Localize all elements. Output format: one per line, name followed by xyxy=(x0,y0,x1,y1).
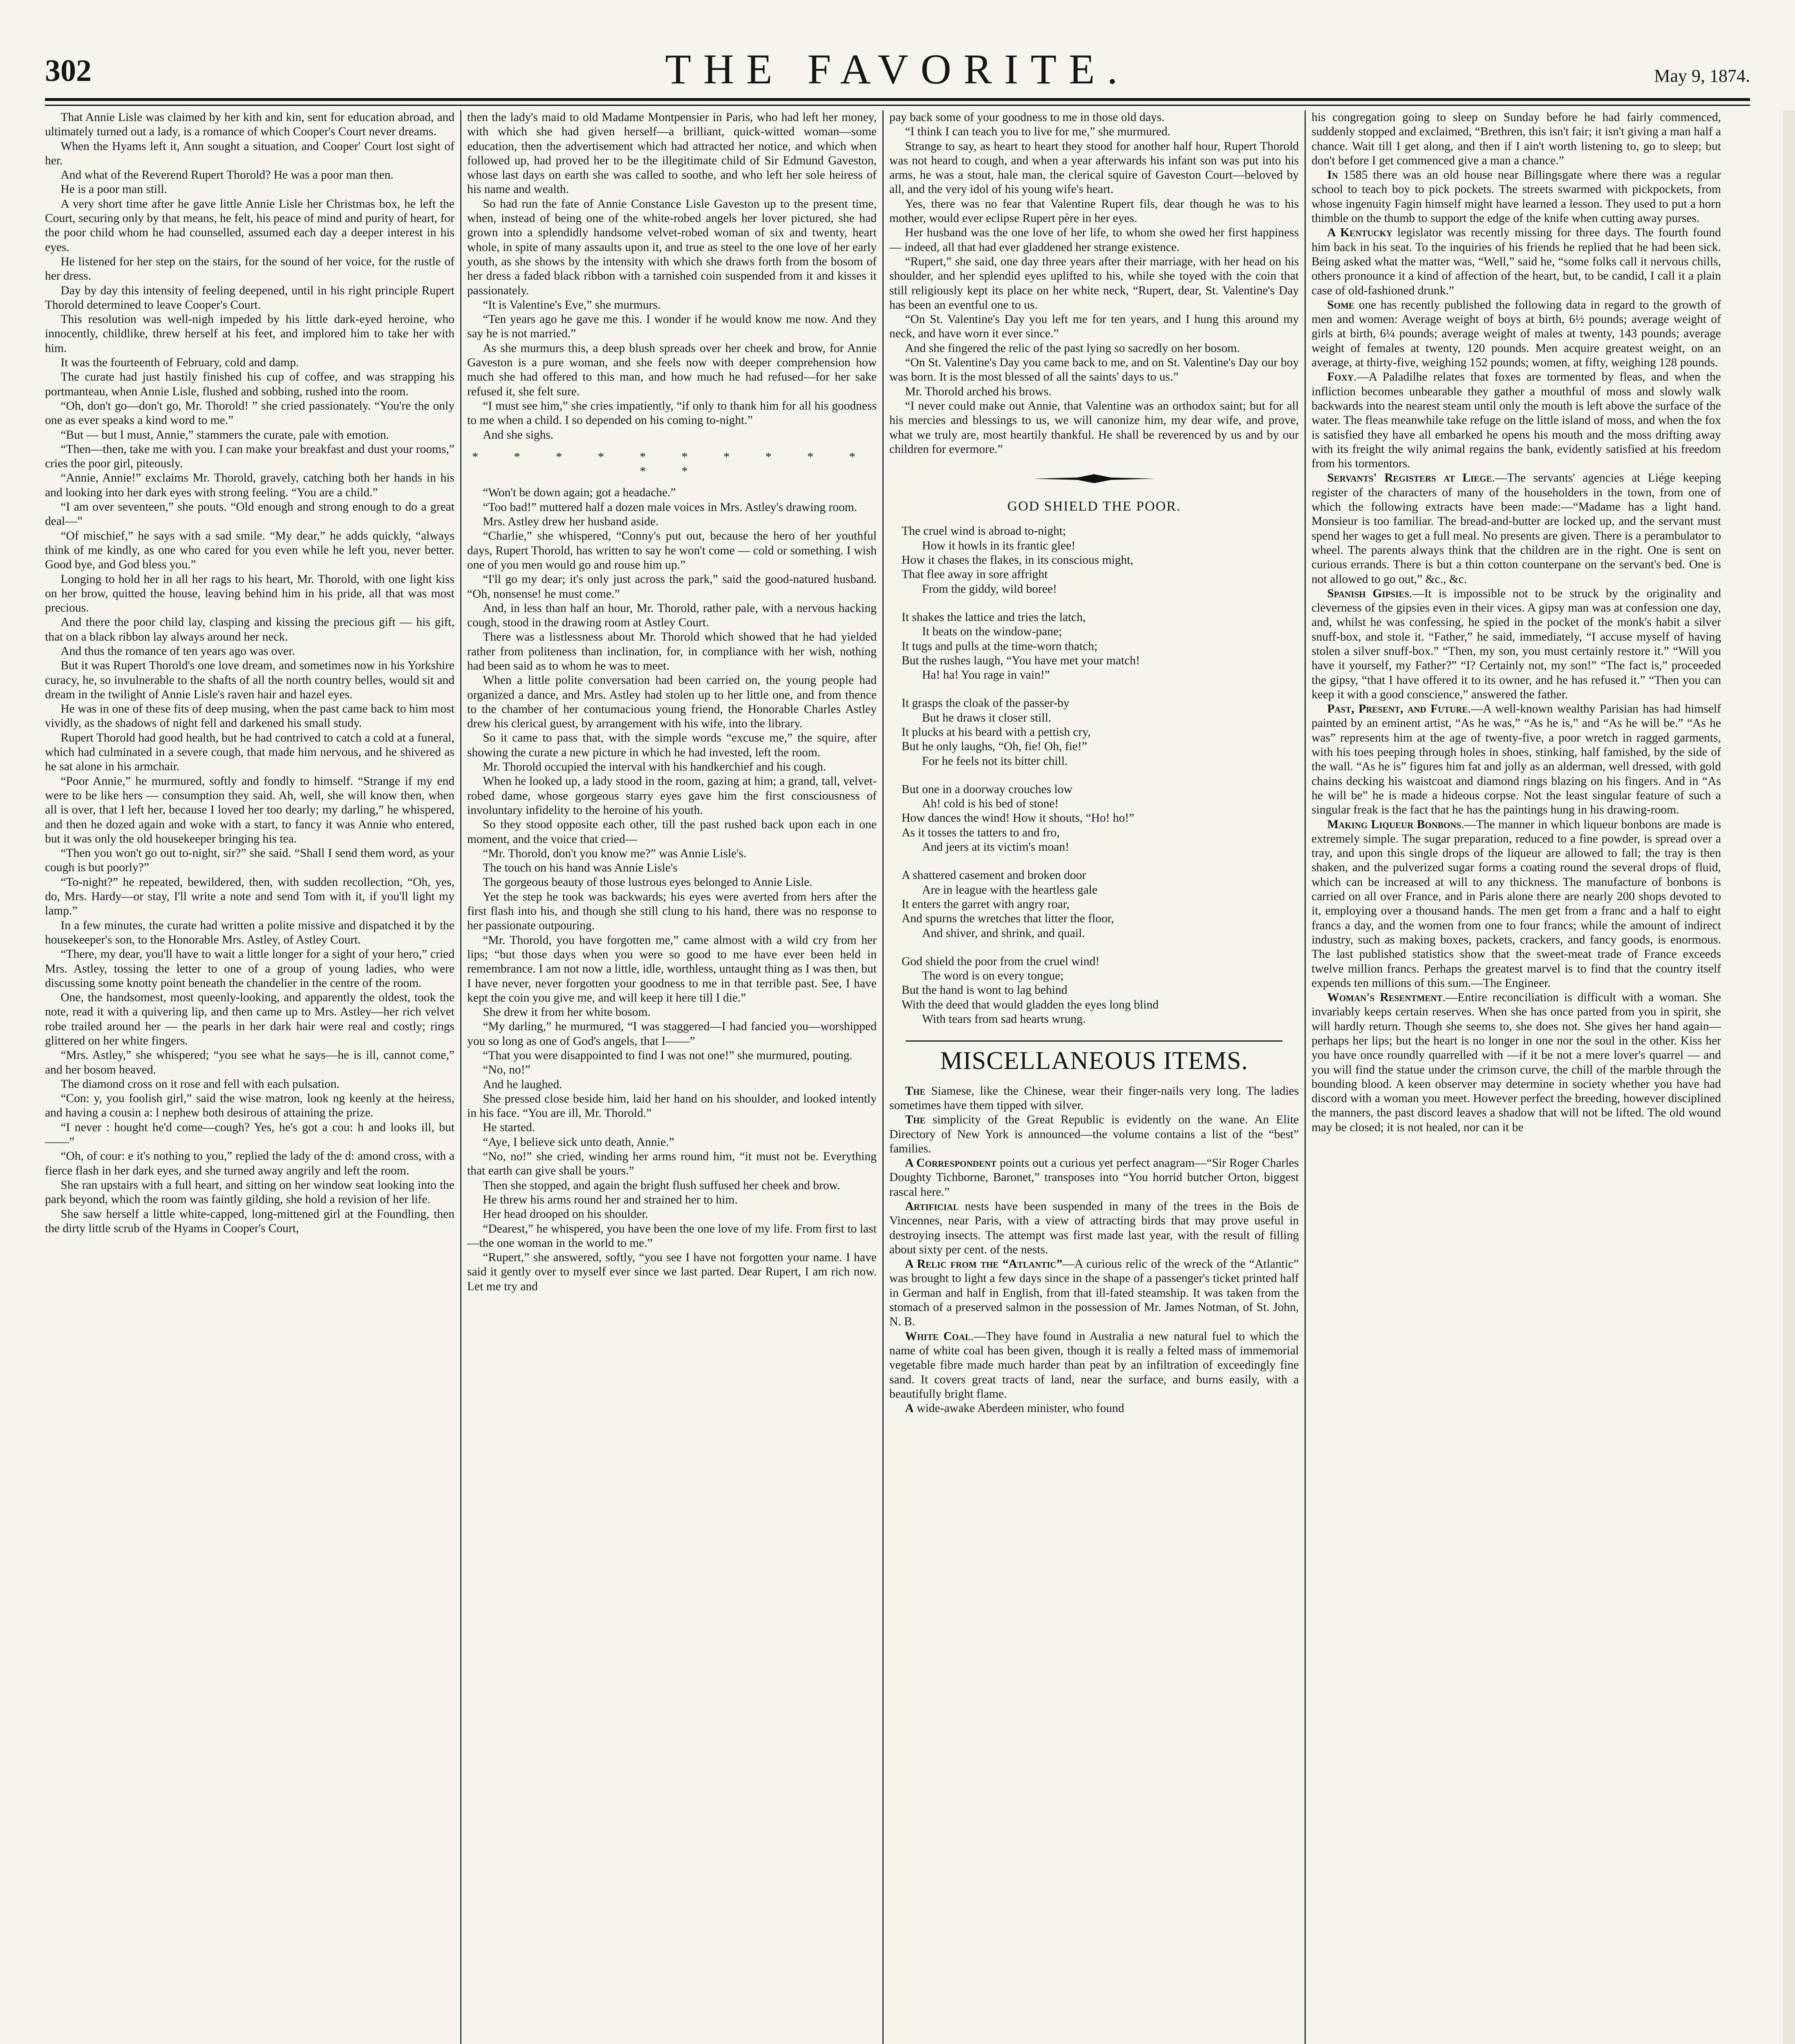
item-body: —A curious relic of the wreck of the “Atlantic” was brought to light a few days since in the shape of a passenger's ticket printed half in German and half in English, from that ill-fated steamship. It was taken from the stomach of a preserved salmon in the possession of Mr. James Notman, of St. John, N. B. xyxy=(889,1257,1299,1329)
story-continuation xyxy=(467,110,877,442)
paragraph: “I never : hought he'd come—cough? Yes, he's got a cou: h and looks ill, but——” xyxy=(45,1121,454,1149)
paragraph: “Of mischief,” he says with a sad smile. “My dear,” he adds quickly, “always think of me kindly, as one who cared for you even while he left you, never better. Good bye, and God bless you.” xyxy=(45,529,454,572)
paragraph: The curate had just hastily finished his cup of coffee, and was strapping his portmanteau, when Annie Lisle, flushed and sobbing, rushed into the room. xyxy=(45,370,454,398)
misc-item xyxy=(889,1257,1299,1329)
paragraph: Strange to say, as heart to heart they stood for another half hour, Rupert Thorold was not heard to cough, and when a year afterwards his infant son was put into his arms, he was a stout, hale man, the clerical squire of Gaveston Court—beloved by all, and the very idol of his young wife's heart. xyxy=(889,139,1299,196)
misc-item xyxy=(1312,991,1721,1135)
paragraph: She saw herself a little white-capped, long-mittened girl at the Foundling, then the dirty little scrub of the Hyams in Cooper's Court, xyxy=(45,1207,454,1235)
poem-line: It tugs and pulls at the time-worn thatch; xyxy=(902,639,1098,653)
item-lead: Foxy xyxy=(1327,370,1354,384)
item-body: .—The manner in which liqueur bonbons are made is extremely simple. The sugar preparation, reduced to a fine powder, is spread over a tray, and upon this single drops of the liqueur are allowed to fall; the tray is then shaken, and the pulverized sugar forms a coating round the several drops of fluid, which can be increased at will to any thickness. The manufacture of bonbons is carried on all over France, and in Paris alone there are nearly 200 shops devoted to it, employing over a thousand hands. The men get from a franc and a half to eight francs a day, and the women from one to four francs; while the amount of indirect industry, such as making boxes, packets, crackers, and fancy goods, is enormous. The last published statistics show that the sweet-meat trade of France exceeds twelve million francs. Perhaps the greatest marvel is to find that the country itself expends ten millions of this sum.—The Engineer. xyxy=(1312,818,1721,990)
story-ending xyxy=(889,110,1299,457)
poem-line: Ha! ha! You rage in vain!” xyxy=(922,668,1050,682)
paragraph: “On St. Valentine's Day you came back to me, and on St. Valentine's Day our boy was born. It is the most blessed of all the saints' days to us.” xyxy=(889,356,1299,384)
misc-item xyxy=(889,1401,1299,1416)
item-lead: In xyxy=(1327,168,1338,182)
item-body: .—Entire reconciliation is difficult with a woman. She invariably keeps certain reserves. When she has once parted from you in spirit, she will hardly return. Though she seems to, she does not. She gives her hand again—perhaps her lips; but the heart is no longer in one nor the soul in the other. Kiss her you have once roundly quarrelled with —if it be not a mere lover's quarrel — and you will find the statue under the crimson curve, the chill of the marble through the bounding blood. A keen observer may determine in society whether you have had discord with a woman you meet. However perfect the breeding, however disciplined the manners, the past discord leaves a shadow that will not be lifted. The old wound may be closed; it is not healed, nor can it be xyxy=(1312,991,1721,1134)
paragraph: The diamond cross on it rose and fell with each pulsation. xyxy=(60,1077,340,1091)
paragraph: “But — but I must, Annie,” stammers the curate, pale with emotion. xyxy=(60,428,389,442)
item-body: Siamese, like the Chinese, wear their finger-nails very long. The ladies sometimes have them tipped with silver. xyxy=(889,1084,1299,1112)
item-body: simplicity of the Great Republic is evidently on the wane. An Elite Directory of New York is announced—the volume contains a list of the “best” families. xyxy=(889,1113,1299,1155)
paragraph: As she murmurs this, a deep blush spreads over her cheek and brow, for Annie Gaveston is a pure woman, and she feels now with deeper comprehension how much she had offered to this man, and how much he had refused—for her sake refused it, she felt sure. xyxy=(467,341,877,398)
paragraph: “It is Valentine's Eve,” she murmurs. xyxy=(483,298,661,312)
paragraph: When a little polite conversation had been carried on, the young people had organized a dance, and Mrs. Astley had stolen up to her little one, and from thence to the chamber of her contumacious young friend, the Honorable Charles Astley drew his clerical guest, by arrangement with his wife, into the library. xyxy=(467,674,877,731)
paragraph: “Poor Annie,” he murmured, softly and fondly to himself. “Strange if my end were to be like hers — consumption they said. Ah, well, she will know then, when all is over, that I left her, because I loved her too dearly; my darling,” he whispered, and then he dozed again and woke with a start, to fancy it was Annie who entered, but it was only the old housekeeper bringing his tea. xyxy=(45,774,454,845)
poem-line: But he only laughs, “Oh, fie! Oh, fie!” xyxy=(902,740,1087,753)
poem-line: And shiver, and shrink, and quail. xyxy=(922,926,1085,940)
poem-line: How it howls in its frantic glee! xyxy=(922,539,1076,552)
poem-line: How it chases the flakes, in its conscious might, xyxy=(902,554,1133,567)
misc-item xyxy=(1312,298,1721,370)
ornament-divider-icon xyxy=(1033,473,1155,484)
paragraph: That Annie Lisle was claimed by her kith and kin, sent for education abroad, and ultimately turned out a lady, is a romance of which Cooper's Court never dreams. xyxy=(45,111,454,139)
poem-line: But the rushes laugh, “You have met your match! xyxy=(902,654,1140,667)
poem-line: How dances the wind! How it shouts, “Ho! ho!” xyxy=(902,811,1135,825)
paragraph: There was a listlessness about Mr. Thorold which showed that he had yielded rather from politeness than inclination, for, in compliance with her wish, nothing had been said as to whom he was to meet. xyxy=(467,630,877,672)
poem-line: And spurns the wretches that litter the floor, xyxy=(902,912,1114,926)
page-header xyxy=(45,45,1750,98)
poem-line: And jeers at its victim's moan! xyxy=(922,840,1070,854)
item-body: .—A well-known wealthy Parisian has had himself painted by an eminent artist, “As he was,” “As he is,” and “As he will be.” “As he was” represents him at the age of twenty-five, a poor wretch in ragged garments, with his toes peeping through holes in shoes, stinking, half famished, by the side of the wall. “As he is” figures him fat and jolly as an alderman, well dressed, with gold chains decking his waistcoat and diamond rings blazing on his fingers. And in “As he will be” he is made a hideous corpse. Not the least singular feature of such a singular freak is the fact that he has the paintings hung in his drawing-room. xyxy=(1312,702,1721,817)
poem-line: That flee away in sore affright xyxy=(902,568,1048,581)
poem-line: With tears from sad hearts wrung. xyxy=(922,1013,1086,1026)
paragraph: And, in less than half an hour, Mr. Thorold, rather pale, with a nervous hacking cough, stood in the drawing room at Astley Court. xyxy=(467,601,877,630)
poem-line: It shakes the lattice and tries the latch, xyxy=(902,610,1086,624)
column-divider xyxy=(1305,110,1306,2044)
paragraph: “No, no!” xyxy=(483,1063,530,1077)
paragraph: “Con: y, you foolish girl,” said the wise matron, look ng keenly at the heiress, and having a cousin a: l nephew both desirous of attaining the prize. xyxy=(45,1092,454,1120)
page-number: 302 xyxy=(45,54,92,88)
item-lead: Past, Present, and Future xyxy=(1327,702,1468,716)
paragraph: “No, no!” she cried, winding her arms round him, “it must not be. Everything that earth can give shall be yours.” xyxy=(467,1150,877,1178)
header-rule-thick xyxy=(45,98,1750,101)
misc-item xyxy=(889,1199,1299,1257)
paragraph: “Mrs. Astley,” she whispered; “you see what he says—he is ill, cannot come,” and her bosom heaved. xyxy=(45,1049,454,1076)
paragraph: So had run the fate of Annie Constance Lisle Gaveston up to the present time, when, instead of being one of the white-robed angels her lover pictured, she had grown into a splendidly handsome velvet-robed woman of six and twenty, heart whole, in spite of many assaults upon it, and true as steel to the one love of her early youth, as she shows by the intensity with which she draws forth from the bosom of her dress a faded black ribbon with a tarnished coin suspended from it and kisses it passionately. xyxy=(467,197,877,297)
paragraph: So they stood opposite each other, till the past rushed back upon each in one moment, and the voice that cried— xyxy=(467,818,877,846)
item-body: 1585 there was an old house near Billingsgate where there was a regular school to teach boy to pick pockets. The streets swarmed with pickpockets, from whose ingenuity Fagin himself might have learned a lesson. They used to put a horn thimble on the thumb to support the edge of the knife when cutting away purses. xyxy=(1312,168,1721,225)
paragraph: “Rupert,” she answered, softly, “you see I have not forgotten your name. I have said it gently over to myself ever since we last parted. Dear Rupert, I am rich now. Let me try and xyxy=(467,1251,877,1293)
item-lead: A Correspondent xyxy=(905,1156,997,1170)
paragraph: “Then—then, take me with you. I can make your breakfast and dust your rooms,” cries the poor girl, piteously. xyxy=(45,442,454,471)
poem-line: For he feels not its bitter chill. xyxy=(922,754,1068,768)
misc-item xyxy=(889,1156,1299,1199)
poem-stanza xyxy=(902,524,1299,596)
paragraph: Mr. Thorold arched his brows. xyxy=(905,385,1052,398)
paragraph: This resolution was well-nigh impeded by his little dark-eyed heroine, who innocently, childlike, threw herself at his feet, and implored him to take her with him. xyxy=(45,313,454,355)
misc-item xyxy=(889,1084,1299,1113)
paragraph: And what of the Reverend Rupert Thorold? He was a poor man then. xyxy=(60,168,394,182)
paragraph: He threw his arms round her and strained her to him. xyxy=(483,1193,738,1206)
poem-stanza xyxy=(902,696,1299,768)
paragraph: The touch on his hand was Annie Lisle's xyxy=(483,861,678,875)
poem-line: It enters the garret with angry roar, xyxy=(902,897,1070,911)
paragraph: She pressed close beside him, laid her hand on his shoulder, and looked intently in his face. “You are ill, Mr. Thorold.” xyxy=(467,1092,877,1120)
paragraph: He is a poor man still. xyxy=(60,183,167,196)
poem-line: But the hand is wont to lag behind xyxy=(902,984,1068,997)
item-body: points out a curious yet perfect anagram—“Sir Roger Charles Doughty Tichborne, Baronet,” transposes into “You horrid butcher Orton, biggest rascal here.” xyxy=(889,1156,1299,1199)
paragraph: And he laughed. xyxy=(483,1078,562,1091)
misc-item xyxy=(1312,370,1721,471)
poem-line: Ah! cold is his bed of stone! xyxy=(922,797,1059,811)
item-lead: Servants' Registers at Liege xyxy=(1327,471,1492,485)
column-2 xyxy=(467,110,877,2044)
poem-line: A shattered casement and broken door xyxy=(902,869,1086,882)
item-lead: A Kentucky xyxy=(1327,226,1393,240)
paragraph: One, the handsomest, most queenly-looking, and apparently the oldest, took the note, read it with a quivering lip, and then came up to Mrs. Astley—her rich velvet robe trailed around her — the pearls in her dark hair were real and costly; rings glittered on her white fingers. xyxy=(45,991,454,1047)
misc-item xyxy=(1312,110,1721,168)
poem-stanza xyxy=(902,610,1299,682)
paragraph: “Charlie,” she whispered, “Conny's put out, because the hero of her youthful days, Rupert Thorold, has written to say he won't come — cold or something. I wish one of you men would go and rouse him up.” xyxy=(467,529,877,572)
paragraph: “I never could make out Annie, that Valentine was an orthodox saint; but for all his mercies and blessings to us, we will canonize him, my dear wife, and prove, what we truly are, most heartily thankful. He shall be reverenced by us and by our children for evermore.” xyxy=(889,399,1299,456)
paragraph: “Then you won't go out to-night, sir?” she said. “Shall I send them word, as your cough is but poorly?” xyxy=(45,847,454,874)
poem-line: God shield the poor from the cruel wind! xyxy=(902,955,1100,968)
poem-line: With the deed that would gladden the eyes long blind xyxy=(902,998,1159,1011)
column-3 xyxy=(889,110,1299,2044)
paragraph: Yet the step he took was backwards; his eyes were averted from hers after the first flash into his, and though she still clung to his hand, there was no response to her passionate outpouring. xyxy=(467,890,877,932)
item-lead: Artificial xyxy=(905,1200,959,1213)
poem-line: From the giddy, wild boree! xyxy=(922,582,1057,596)
masthead-title: THE FAVORITE. xyxy=(665,46,1130,93)
page-edge xyxy=(1783,110,1795,2044)
misc-item xyxy=(889,1329,1299,1401)
item-body: .—The servants' agencies at Liége keeping register of the characters of many of the householders in the town, from one of which the following extracts have been made:—“Madame has a light hand. Monsieur is too familiar. The bread-and-butter are locked up, and the servant must spend her wages to get a full meal. No presents are given. There is a perambulator to wheel. The parents always think that the children are in the right. One is sent on curious errands. There is but a thin cotton counterpane on the servant's bed. One is not allowed to go out,” &c., &c. xyxy=(1312,471,1721,586)
item-body: .—A Paladilhe relates that foxes are tormented by fleas, and when the infliction becomes unbearable they gather a mouthful of moss and slowly walk backwards into the nearest steam until only the mouth is left above the surface of the water. The fleas meanwhile take refuge on the little island of moss, and when the fox is satisfied they have all embarked he opens his mouth and the moss drifting away with its freight the wily animal regains the bank, evidently satisfied at his freedom from his tormentors. xyxy=(1312,370,1721,471)
item-body: .—They have found in Australia a new natural fuel to which the name of white coal has been given, though it is really a felted mass of immemorial vegetable fibre made much harder than peat by an infiltration of exceedingly fine sand. It covers great tracts of land, near the surface, and burns easily, with a beautifully bright flame. xyxy=(889,1329,1299,1401)
paragraph: “I am over seventeen,” she pouts. “Old enough and strong enough to do a great deal—” xyxy=(45,500,454,528)
paragraph: “Mr. Thorold, don't you know me?” was Annie Lisle's. xyxy=(483,847,747,860)
issue-date: May 9, 1874. xyxy=(1654,66,1750,86)
paragraph: Mrs. Astley drew her husband aside. xyxy=(483,515,659,529)
paragraph: Rupert Thorold had good health, but he had contrived to catch a cold at a funeral, which had culminated in a severe cough, that made him nervous, and he shivered as he sat alone in his armchair. xyxy=(45,731,454,773)
paragraph: “Won't be down again; got a headache.” xyxy=(483,486,676,500)
header-rule-thin xyxy=(45,105,1750,106)
item-lead: The xyxy=(905,1113,926,1127)
poem-line: But one in a doorway crouches low xyxy=(902,782,1072,796)
item-body: nests have been suspended in many of the trees in the Bois de Vincennes, near Paris, with a view of attracting birds that may prove useful in destroying insects. The attempt was first made last year, with the result of filling about sixty per cent. of the nests. xyxy=(889,1200,1299,1256)
paragraph: And she fingered the relic of the past lying so sacredly on her bosom. xyxy=(905,341,1240,355)
misc-item xyxy=(1312,587,1721,702)
paragraph: He started. xyxy=(483,1121,535,1134)
poem-stanza xyxy=(902,868,1299,940)
column-divider xyxy=(460,110,461,2044)
paragraph: Longing to hold her in all her rags to his heart, Mr. Thorold, with one light kiss on her brow, quitted the house, leaving behind him in his pride, all that was most precious. xyxy=(45,572,454,615)
section-title: MISCELLANEOUS ITEMS. xyxy=(940,1047,1248,1075)
paragraph: “Aye, I believe sick unto death, Annie.” xyxy=(483,1135,674,1149)
paragraph: Her head drooped on his shoulder. xyxy=(483,1208,649,1221)
poem-line: It grasps the cloak of the passer-by xyxy=(902,697,1070,710)
item-lead: The xyxy=(905,1084,926,1098)
item-lead: Woman's Resentment xyxy=(1327,991,1443,1004)
paragraph: The gorgeous beauty of those lustrous eyes belonged to Annie Lisle. xyxy=(483,876,812,889)
poem-line: Are in league with the heartless gale xyxy=(922,883,1098,896)
paragraph: “Mr. Thorold, you have forgotten me,” came almost with a wild cry from her lips; “but those days when you were so good to me have ever been held in remembrance. I am not now a little, idle, worthless, untaught thing as I was then, but I have never, never forgotten your goodness to me in that terrible past. See, I have kept the coin you give me, and will keep it here till I die.” xyxy=(467,933,877,1004)
item-lead: White Coal xyxy=(905,1329,971,1343)
paragraph: “I must see him,” she cries impatiently, “if only to thank him for all his goodness to me when a child. I so depended on his coming to-night.” xyxy=(467,399,877,427)
paragraph: “To-night?” he repeated, bewildered, then, with sudden recollection, “Oh, yes, do, Mrs. Hardy—or stay, I'll write a note and send Tom with it, if you'll light my lamp.” xyxy=(45,875,454,918)
item-lead: A xyxy=(905,1402,914,1415)
column-4 xyxy=(1312,110,1721,2044)
paragraph: “That you were disappointed to find I was not one!” she murmured, pouting. xyxy=(483,1049,853,1062)
column-1 xyxy=(45,110,454,2044)
paragraph: “Dearest,” he whispered, you have been the one love of my life. From first to last—the one woman in the world to me.” xyxy=(467,1222,877,1250)
paragraph: When he looked up, a lady stood in the room, gazing at him; a grand, tall, velvet-robed dame, whose gorgeous starry eyes gave him the first consciousness of involuntary infidelity to the heroine of his youth. xyxy=(467,775,877,817)
item-body: .—It is impossible not to be struck by the originality and cleverness of the gipsies even in their vices. A gipsy man was at confession one day, and, whilst he was confessing, he spied in the pocket of the monk's habit a silver snuff-box, and stole it. “Father,” he said, immediately, “I accuse myself of having stolen a silver snuff-box.” “Then, my son, you must certainly restore it.” “Will you have it yourself, my Father?” “I? Certainly not, my son!” “The fact is,” proceeded the gipsy, “that I have offered it to its owner, and he has refused it.” “Then you can keep it with a good conscience,” answered the father. xyxy=(1312,587,1721,701)
paragraph: “Annie, Annie!” exclaims Mr. Thorold, gravely, catching both her hands in his and looking into her dark eyes with strong feeling. “You are a child.” xyxy=(45,471,454,499)
paragraph: Yes, there was no fear that Valentine Rupert fils, dear though he was to his mother, would ever eclipse Rupert père in her eyes. xyxy=(889,197,1299,225)
paragraph: A very short time after he gave little Annie Lisle her Christmas box, he left the Court, securing only by that means, he felt, his peace of mind and purity of heart, for the poor child whom he had counselled, assumed each day a deeper interest in his eyes. xyxy=(45,197,454,254)
misc-item xyxy=(1312,818,1721,991)
column-divider xyxy=(882,110,884,2044)
paragraph: “Oh, don't go—don't go, Mr. Thorold! ” she cried passionately. “You're the only one as ever speaks a kind word to me.” xyxy=(45,399,454,427)
item-lead: Some xyxy=(1327,298,1354,312)
paragraph: And she sighs. xyxy=(483,428,554,442)
paragraph: “There, my dear, you'll have to wait a little longer for a sight of your hero,” cried Mrs. Astley, tossing the letter to one of a group of young ladies, who were discussing some knotty point beneath the chandelier in the centre of the room. xyxy=(45,948,454,990)
item-body: his congregation going to sleep on Sunday before he had fairly commenced, suddenly stopped and exclaimed, “Brethren, this isn't fair; it isn't giving a man half a chance. Wait till I get along, and then if I ain't worth listening to, go to sleep; but don't before I get commenced give a man a chance.” xyxy=(1312,111,1721,167)
misc-item xyxy=(889,1113,1299,1156)
item-lead: Spanish Gipsies xyxy=(1327,587,1409,600)
paragraph: But it was Rupert Thorold's one love dream, and sometimes now in his Yorkshire curacy, he, so invulnerable to the shafts of all the north country belles, would sit and dream in the twilight of Annie Lisle's raven hair and hazel eyes. xyxy=(45,659,454,701)
poem-title: GOD SHIELD THE POOR. xyxy=(1007,499,1181,514)
paragraph: “Oh, of cour: e it's nothing to you,” replied the lady of the d: amond cross, with a fierce flash in her dark eyes, and she turned away angrily and left the room. xyxy=(45,1150,454,1177)
story-continuation-2 xyxy=(467,486,877,1294)
item-body: one has recently published the following data in regard to the growth of men and women: Average weight of boys at birth, 6½ pounds; average weight of girls at birth, 6¼ pounds; average weight of males at twenty, 143 pounds; average weight of females at twenty, 120 pounds. Men acquire greatest weight, on an average, at thirty-five, weighing 152 pounds; women, at fifty, weighing 128 pounds. xyxy=(1312,298,1721,370)
paragraph: He listened for her step on the stairs, for the sound of her voice, for the rustle of her dress. xyxy=(45,255,454,283)
poem-stanza xyxy=(902,782,1299,854)
item-body: wide-awake Aberdeen minister, who found xyxy=(913,1402,1124,1415)
poem-line: As it tosses the tatters to and fro, xyxy=(902,826,1060,839)
item-lead: Making Liqueur Bonbons xyxy=(1327,818,1462,831)
paragraph: She drew it from her white bosom. xyxy=(483,1006,651,1019)
paragraph: Mr. Thorold occupied the interval with his handkerchief and his cough. xyxy=(483,760,826,774)
paragraph: Her husband was the one love of her life, to whom she owed her first happiness — indeed, all that had ever gladdened her strange existence. xyxy=(889,226,1299,254)
paragraph: “I think I can teach you to live for me,” she murmured. xyxy=(905,125,1171,139)
misc-item xyxy=(1312,471,1721,586)
poem-line: But he draws it closer still. xyxy=(922,711,1052,724)
section-break-stars: * * * * * * * * * * * * xyxy=(472,450,872,478)
paragraph: It was the fourteenth of February, cold and damp. xyxy=(60,356,299,370)
paragraph: And there the poor child lay, clasping and kissing the precious gift — his gift, that on a black ribbon lay always around her neck. xyxy=(45,616,454,643)
paragraph: He was in one of these fits of deep musing, when the past came back to him most vividly, as the shadows of night fell and darkened his small study. xyxy=(45,702,454,730)
paragraph: “Ten years ago he gave me this. I wonder if he would know me now. And they say he is not married.” xyxy=(467,313,877,341)
item-lead: A Relic from the “Atlantic” xyxy=(905,1257,1063,1271)
paragraph: “Too bad!” muttered half a dozen male voices in Mrs. Astley's drawing room. xyxy=(483,500,857,514)
poem-stanza xyxy=(902,955,1299,1026)
paragraph: She ran upstairs with a full heart, and sitting on her window seat looking into the park beyond, which the room was faintly gilding, she hold a revision of her life. xyxy=(45,1178,454,1206)
item-body: legislator was recently missing for three days. The fourth found him back in his seat. To the inquiries of his friends he replied that he had been sick. Being asked what the matter was, “Well,” said he, “some folks call it nervous chills, others pronounce it a kind of affection of the heart, but, to be candid, I call it a plain case of old-fashioned drunk.” xyxy=(1312,226,1721,297)
paragraph: “I'll go my dear; it's only just across the park,” said the good-natured husband. “Oh, nonsense! he must come.” xyxy=(467,573,877,601)
paragraph: Day by day this intensity of feeling deepened, until in his right principle Rupert Thorold determined to leave Cooper's Court. xyxy=(45,284,454,312)
poem-line: It plucks at his beard with a pettish cry, xyxy=(902,725,1091,739)
paragraph: “On St. Valentine's Day you left me for ten years, and I hung this around my neck, and have worn it ever since.” xyxy=(889,313,1299,341)
poem-line: It beats on the window-pane; xyxy=(922,625,1062,639)
paragraph: And thus the romance of ten years ago was over. xyxy=(60,644,295,658)
paragraph: “My darling,” he murmured, “I was staggered—I had fancied you—worshipped you so long as one of God's angels, that I——” xyxy=(467,1020,877,1048)
poem-line: The cruel wind is abroad to-night; xyxy=(902,524,1066,538)
paragraph: “Rupert,” she said, one day three years after their marriage, with her head on his shoulder, and her splendid eyes uplifted to his, while she toyed with the coin that still religiously kept its place on her white neck, “Rupert, dear, St. Valentine's Day has been an eventful one to us. xyxy=(889,255,1299,312)
misc-item xyxy=(1312,226,1721,298)
paragraph: Then she stopped, and again the bright flush suffused her cheek and brow. xyxy=(483,1179,840,1192)
misc-items-column-3 xyxy=(889,1084,1299,1416)
section-rule xyxy=(906,1040,1282,1042)
poem-body xyxy=(902,524,1299,1026)
misc-item xyxy=(1312,168,1721,226)
misc-item xyxy=(1312,702,1721,817)
paragraph: In a few minutes, the curate had written a polite missive and dispatched it by the housekeeper's son, to the Honorable Mrs. Astley, of Astley Court. xyxy=(45,919,454,946)
paragraph: When the Hyams left it, Ann sought a situation, and Cooper' Court lost sight of her. xyxy=(45,139,454,167)
paragraph: So it came to pass that, with the simple words “excuse me,” the squire, after showing the curate a new picture in which he had invested, left the room. xyxy=(467,731,877,759)
paragraph: pay back some of your goodness to me in those old days. xyxy=(889,111,1165,124)
poem-line: The word is on every tongue; xyxy=(922,969,1064,983)
paragraph: then the lady's maid to old Madame Montpensier in Paris, who had left her money, with which she had given herself—a brilliant, quick-witted woman—some education, then the advertisement which had attracted her notice, and which when followed up, had proved her to be the illegitimate child of Sir Edmund Gaveston, whose last days on earth she was called to soothe, and who left her sole heiress of his name and wealth. xyxy=(467,111,877,196)
